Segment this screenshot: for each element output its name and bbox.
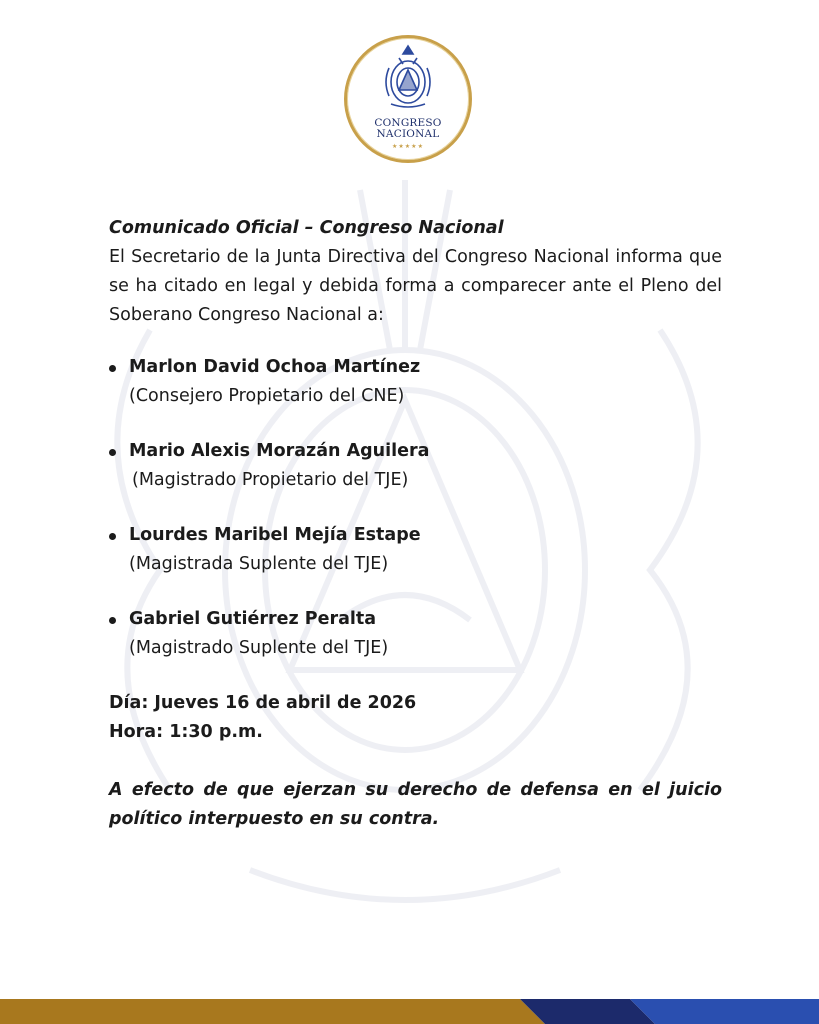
seal-stars: ★★★★★ — [392, 143, 424, 150]
list-item — [109, 437, 722, 495]
list-item — [109, 353, 722, 411]
list-item — [109, 521, 722, 579]
person-name: Lourdes Maribel Mejía Estape — [129, 525, 421, 545]
session-time: Hora: 1:30 p.m. — [109, 722, 263, 742]
person-role: (Consejero Propietario del CNE) — [129, 386, 405, 406]
person-role: (Magistrado Propietario del TJE) — [132, 470, 409, 490]
communique-body — [109, 214, 722, 834]
footer-color-band — [0, 999, 819, 1024]
seal-text-nacional: NACIONAL — [376, 128, 440, 140]
person-name: Gabriel Gutiérrez Peralta — [129, 609, 377, 629]
seal-text-congreso: CONGRESO — [374, 117, 442, 129]
communique-intro: El Secretario de la Junta Directiva del Congreso Nacional informa que se ha citado en legal y debida forma a comparecer ante el Pleno del Soberano Congreso Nacional a: — [109, 247, 722, 325]
bullet-icon — [109, 533, 116, 540]
bullet-icon — [109, 449, 116, 456]
footer-band-graphic — [0, 999, 819, 1024]
closing-statement: A efecto de que ejerzan su derecho de defensa en el juicio político interpuesto en su contra. — [109, 780, 722, 829]
communique-heading: Comunicado Oficial – Congreso Nacional — [109, 218, 504, 238]
footer-band-blue — [630, 999, 819, 1024]
session-date: Día: Jueves 16 de abril de 2026 — [109, 693, 417, 713]
list-item — [109, 605, 722, 663]
congreso-nacional-seal — [344, 35, 472, 163]
person-role: (Magistrado Suplente del TJE) — [129, 638, 389, 658]
person-name: Mario Alexis Morazán Aguilera — [129, 441, 430, 461]
footer-band-gold — [0, 999, 545, 1024]
summoned-list — [109, 353, 722, 663]
bullet-icon — [109, 617, 116, 624]
person-name: Marlon David Ochoa Martínez — [129, 357, 421, 377]
person-role: (Magistrada Suplente del TJE) — [129, 554, 389, 574]
bullet-icon — [109, 365, 116, 372]
